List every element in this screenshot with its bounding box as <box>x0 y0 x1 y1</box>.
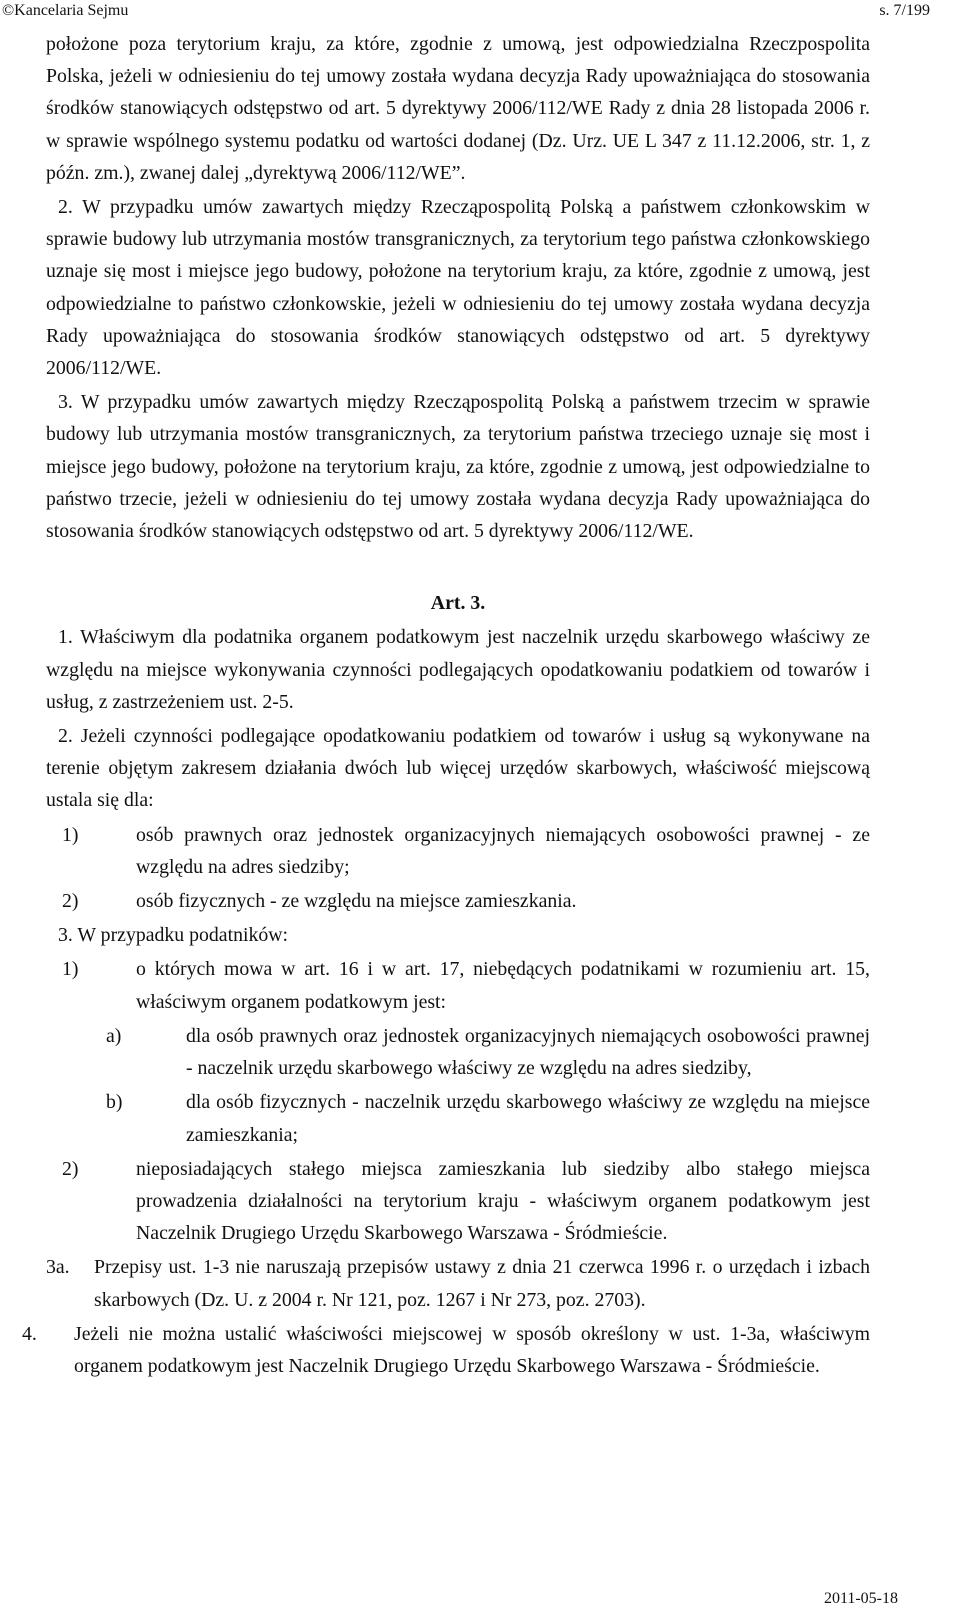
paragraph-3: 3. W przypadku umów zawartych między Rzecząpospolitą Polską a państwem trzecim w sprawie budowy lub utrzymania mostów transgranicznych, za terytorium państwa trzeciego uznaje się most i miejsce jego budowy, położone na terytorium kraju, za które, zgodnie z umową, jest odpowiedzialne to państwo trzecie, jeżeli w odniesieniu do tej umowy została wydana decyzja Rady upoważniająca do stosowania środków stanowiących odstępstwo od art. 5 dyrektywy 2006/112/WE. <box>46 391 870 543</box>
letter-number: b) <box>106 1091 123 1114</box>
point-text: nieposiadających stałego miejsca zamieszkania lub siedziby albo stałego miejsca prowadzenia działalności na terytorium kraju - właściwym organem podatkowym jest Naczelnik Drugiego Urzędu Skarbowego Warszawa - Śródmieście. <box>136 1157 870 1245</box>
ust-text: Jeżeli nie można ustalić właściwości miejscowej w sposób określony w ust. 1-3a, właściwym organem podatkowym jest Naczelnik Drugiego Urzędu Skarbowego Warszawa - Śródmieście. <box>74 1322 870 1377</box>
ust-2-point-1 <box>46 819 870 883</box>
ust-number: 3a. <box>46 1256 70 1279</box>
document-body <box>22 28 870 1382</box>
point-number: 2) <box>62 890 79 913</box>
letter-number: a) <box>106 1024 122 1047</box>
ust-text: Przepisy ust. 1-3 nie naruszają przepisów ustawy z dnia 21 czerwca 1996 r. o urzędach i izbach skarbowych (Dz. U. z 2004 r. Nr 121, poz. 1267 i Nr 273, poz. 2703). <box>94 1256 870 1311</box>
point-number: 1) <box>62 823 79 846</box>
point-text: o których mowa w art. 16 i w art. 17, niebędących podatnikami w rozumieniu art. 15, właściwym organem podatkowym jest: <box>136 958 870 1013</box>
page-number: s. 7/199 <box>879 2 930 19</box>
letter-text: dla osób prawnych oraz jednostek organizacyjnych niemających osobowości prawnej - naczelnik urzędu skarbowego właściwy ze względu na adres siedziby, <box>186 1024 870 1080</box>
point-number: 1) <box>62 958 79 981</box>
point-text: osób prawnych oraz jednostek organizacyjnych niemających osobowości prawnej - ze względu na adres siedziby; <box>136 823 870 878</box>
article-3-ust-2: 2. Jeżeli czynności podlegające opodatkowaniu podatkiem od towarów i usług są wykonywane na terenie objętym zakresem działania dwóch lub więcej urzędów skarbowych, właściwość miejscową ustala się dla: <box>46 725 870 812</box>
footer-date: 2011-05-18 <box>823 1590 898 1607</box>
article-title: Art. 3. <box>430 592 486 615</box>
point-text: osób fizycznych - ze względu na miejsce zamieszkania. <box>136 890 577 913</box>
point-number: 2) <box>62 1157 79 1180</box>
ust-3-point-1 <box>46 953 870 1017</box>
article-3-ust-3a <box>46 1251 870 1315</box>
letter-text: dla osób fizycznych - naczelnik urzędu skarbowego właściwy ze względu na miejsce zamieszkania; <box>186 1091 870 1146</box>
paragraph-2: 2. W przypadku umów zawartych między Rzecząpospolitą Polską a państwem członkowskim w sprawie budowy lub utrzymania mostów transgranicznych, za terytorium tego państwa członkowskiego uznaje się most i miejsce jego budowy, położone na terytorium kraju, za które, zgodnie z umową, jest odpowiedzialne to państwo członkowskie, jeżeli w odniesieniu do tej umowy została wydana decyzja Rady upoważniająca do stosowania środków stanowiących odstępstwo od art. 5 dyrektywy 2006/112/WE. <box>46 196 870 380</box>
copyright-header: ©Kancelaria Sejmu <box>2 2 129 19</box>
ust-3-point-2 <box>46 1153 870 1250</box>
ust-3-point-1-letter-a <box>46 1020 870 1084</box>
ust-number: 4. <box>22 1322 37 1345</box>
ust-2-point-2 <box>46 885 870 917</box>
paragraph-continuation: położone poza terytorium kraju, za które, zgodnie z umową, jest odpowiedzialna Rzeczpospolita Polska, jeżeli w odniesieniu do tej umowy została wydana decyzja Rady upoważniająca do stosowania środków stanowiących odstępstwo od art. 5 dyrektywy 2006/112/WE Rady z dnia 28 listopada 2006 r. w sprawie wspólnego systemu podatku od wartości dodanej (Dz. Urz. UE L 347 z 11.12.2006, str. 1, z późn. zm.), zwanej dalej „dyrektywą 2006/112/WE”. <box>46 33 870 184</box>
article-3-ust-4 <box>22 1318 870 1382</box>
article-3-ust-1: 1. Właściwym dla podatnika organem podatkowym jest naczelnik urzędu skarbowego właściwy ze względu na miejsce wykonywania czynności podlegających opodatkowaniu podatkiem od towarów i usług, z zastrzeżeniem ust. 2-5. <box>46 626 870 713</box>
ust-3-point-1-letter-b <box>46 1086 870 1150</box>
article-3-ust-3: 3. W przypadku podatników: <box>58 924 289 947</box>
